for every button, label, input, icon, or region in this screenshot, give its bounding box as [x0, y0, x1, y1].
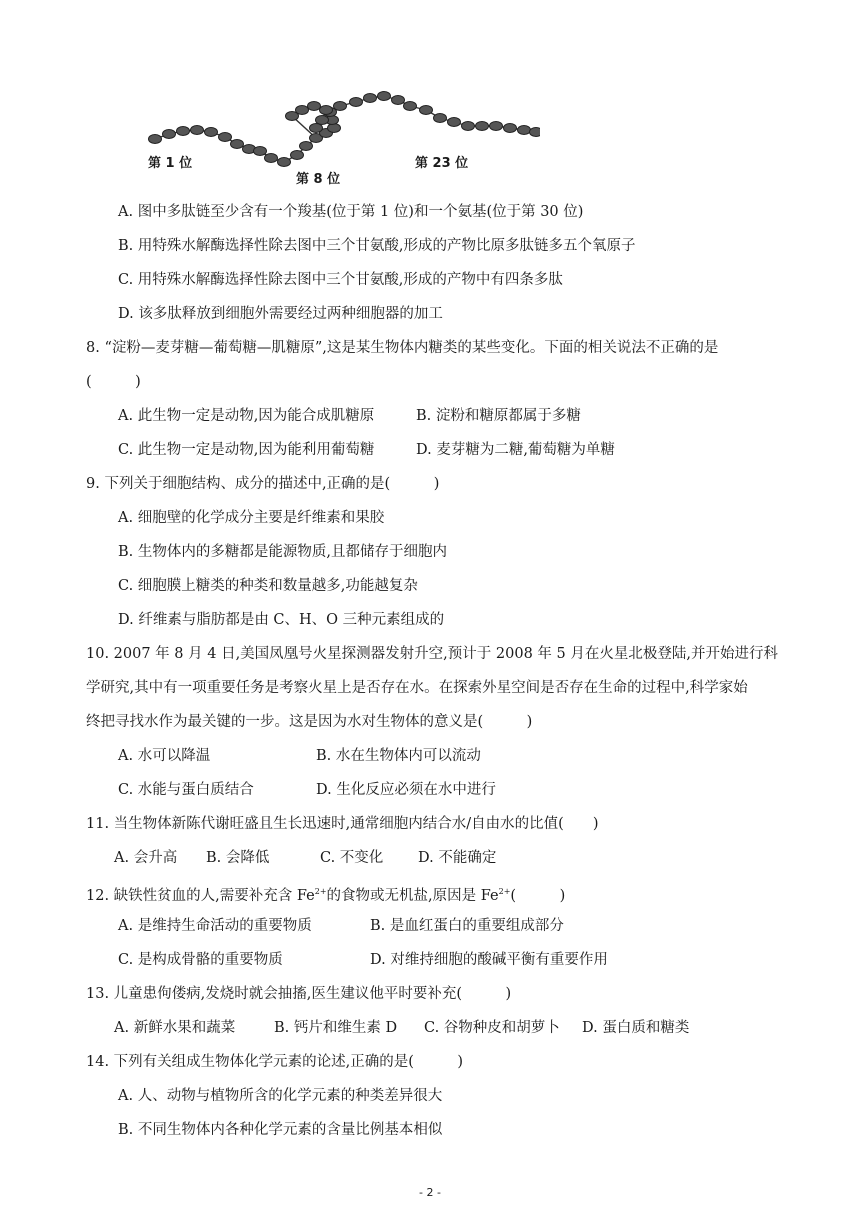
- q10-option-a: A. 水可以降温: [118, 748, 211, 764]
- q14-stem: 14. 下列有关组成生物体化学元素的论述,正确的是( ): [86, 1054, 464, 1070]
- q10-line-3: 终把寻找水作为最关键的一步。这是因为水对生物体的意义是( ): [86, 714, 533, 730]
- q10-option-d: D. 生化反应必须在水中进行: [316, 782, 496, 798]
- q12-stem-part-2: 的食物或无机盐,原因是 Fe: [326, 887, 499, 904]
- q8-option-a: A. 此生物一定是动物,因为能合成肌糖原: [118, 408, 375, 424]
- q9-option-c: C. 细胞膜上糖类的种类和数量越多,功能越复杂: [118, 578, 418, 594]
- amino-acid-bead: [296, 106, 309, 115]
- q8-option-b: B. 淀粉和糖原都属于多糖: [416, 408, 581, 424]
- q10-option-c: C. 水能与蛋白质结合: [118, 782, 254, 798]
- q13-option-d: D. 蛋白质和糖类: [582, 1020, 690, 1036]
- q9-option-d: D. 纤维素与脂肪都是由 C、H、O 三种元素组成的: [118, 612, 445, 628]
- amino-acid-bead: [504, 124, 517, 133]
- amino-acid-bead: [219, 133, 232, 142]
- amino-acid-bead: [300, 142, 313, 151]
- q9-stem: 9. 下列关于细胞结构、成分的描述中,正确的是( ): [86, 476, 440, 492]
- fe-charge-2: 2+: [498, 887, 511, 896]
- amino-acid-bead: [364, 94, 377, 103]
- amino-acid-bead: [278, 158, 291, 167]
- q9-option-b: B. 生物体内的多糖都是能源物质,且都储存于细胞内: [118, 544, 447, 560]
- amino-acid-bead: [334, 102, 347, 111]
- amino-acid-bead: [420, 106, 433, 115]
- page-number: - 2 -: [419, 1186, 441, 1199]
- amino-acid-bead: [320, 106, 333, 115]
- q8-paren: ( ): [86, 374, 141, 390]
- amino-acid-bead: [291, 151, 304, 160]
- q13-option-c: C. 谷物种皮和胡萝卜: [424, 1020, 560, 1036]
- fe-charge-1: 2+: [314, 887, 327, 896]
- amino-acid-bead: [177, 127, 190, 136]
- label-position-1: 第 1 位: [148, 156, 193, 171]
- q14-option-b: B. 不同生物体内各种化学元素的含量比例基本相似: [118, 1122, 443, 1138]
- amino-acid-bead: [434, 114, 447, 123]
- amino-acid-bead: [462, 122, 475, 131]
- amino-acid-bead: [308, 102, 321, 111]
- amino-acid-bead: [476, 122, 489, 131]
- amino-acid-bead: [191, 126, 204, 135]
- q7-option-a: A. 图中多肽链至少含有一个羧基(位于第 1 位)和一个氨基(位于第 30 位): [118, 204, 584, 220]
- q14-option-a: A. 人、动物与植物所含的化学元素的种类差异很大: [118, 1088, 443, 1104]
- q8-option-d: D. 麦芽糖为二糖,葡萄糖为单糖: [416, 442, 615, 458]
- amino-acid-bead: [205, 128, 218, 137]
- q12-stem-part-1: 12. 缺铁性贫血的人,需要补充含 Fe: [86, 887, 315, 904]
- q8-option-c: C. 此生物一定是动物,因为能利用葡萄糖: [118, 442, 375, 458]
- q11-stem: 11. 当生物体新陈代谢旺盛且生长迅速时,通常细胞内结合水/自由水的比值( ): [86, 816, 599, 832]
- q7-option-c: C. 用特殊水解酶选择性除去图中三个甘氨酸,形成的产物中有四条多肽: [118, 272, 563, 288]
- polypeptide-figure: [140, 88, 540, 188]
- q10-line-2: 学研究,其中有一项重要任务是考察火星上是否存在水。在探索外星空间是否存在生命的过程中,科学家始: [86, 680, 748, 696]
- amino-acid-bead: [163, 130, 176, 139]
- q12-stem-part-3: ( ): [510, 887, 566, 904]
- amino-acid-bead: [378, 92, 391, 101]
- q7-option-d: D. 该多肽释放到细胞外需要经过两种细胞器的加工: [118, 306, 443, 322]
- q8-stem: 8. “淀粉—麦芽糖—葡萄糖—肌糖原”,这是某生物体内糖类的某些变化。下面的相关说法不正确的是: [86, 340, 719, 356]
- q13-stem: 13. 儿童患佝偻病,发烧时就会抽搐,医生建议他平时要补充( ): [86, 986, 512, 1002]
- q12-option-a: A. 是维持生命活动的重要物质: [118, 918, 312, 934]
- q11-option-c: C. 不变化: [320, 850, 384, 866]
- amino-acid-bead: [448, 118, 461, 127]
- q11-option-d: D. 不能确定: [418, 850, 497, 866]
- q12-option-b: B. 是血红蛋白的重要组成部分: [370, 918, 564, 934]
- q13-option-b: B. 钙片和维生素 D: [274, 1020, 398, 1036]
- amino-acid-bead: [350, 98, 363, 107]
- amino-acid-bead: [392, 96, 405, 105]
- q9-option-a: A. 细胞壁的化学成分主要是纤维素和果胶: [118, 510, 385, 526]
- q10-line-1: 10. 2007 年 8 月 4 日,美国凤凰号火星探测器发射升空,预计于 2008 年 5 月在火星北极登陆,并开始进行科: [86, 646, 778, 662]
- amino-acid-bead: [404, 102, 417, 111]
- amino-acid-bead: [310, 124, 323, 133]
- amino-acid-bead: [490, 122, 503, 131]
- amino-acid-bead: [530, 128, 541, 137]
- amino-acid-bead: [518, 126, 531, 135]
- q12-option-d: D. 对维持细胞的酸碱平衡有重要作用: [370, 952, 608, 968]
- amino-acid-bead: [328, 124, 341, 133]
- amino-acid-bead: [265, 154, 278, 163]
- q11-option-b: B. 会降低: [206, 850, 270, 866]
- q12-stem: [86, 882, 565, 906]
- q10-option-b: B. 水在生物体内可以流动: [316, 748, 481, 764]
- q13-option-a: A. 新鲜水果和蔬菜: [114, 1020, 236, 1036]
- amino-acid-bead: [254, 147, 267, 156]
- q7-option-b: B. 用特殊水解酶选择性除去图中三个甘氨酸,形成的产物比原多肽链多五个氧原子: [118, 238, 636, 254]
- q11-option-a: A. 会升高: [114, 850, 178, 866]
- amino-acid-bead: [231, 140, 244, 149]
- amino-acid-bead: [149, 135, 162, 144]
- label-position-23: 第 23 位: [415, 156, 469, 171]
- label-position-8: 第 8 位: [296, 172, 341, 187]
- q12-option-c: C. 是构成骨骼的重要物质: [118, 952, 283, 968]
